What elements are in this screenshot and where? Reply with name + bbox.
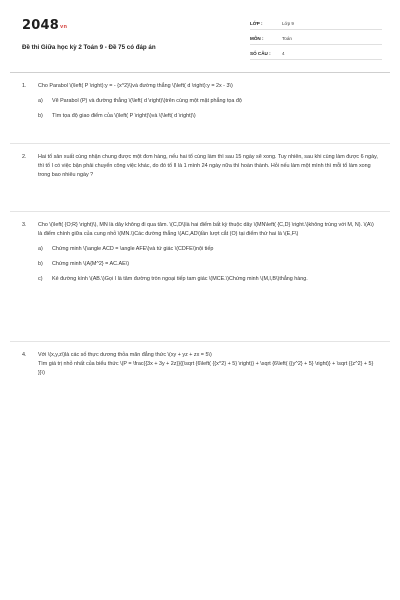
sub-question bbox=[38, 97, 378, 106]
sub-question-label: a) bbox=[38, 246, 43, 252]
sub-question-text: Chứng minh \(A{M^2} = AC.AE\) bbox=[52, 261, 129, 267]
question-number: 2. bbox=[22, 154, 27, 160]
question-number: 4. bbox=[22, 352, 27, 358]
sub-question bbox=[38, 112, 378, 121]
question-divider bbox=[10, 341, 390, 342]
sub-question bbox=[38, 260, 378, 269]
meta-label: MÔN : bbox=[250, 36, 264, 41]
meta-label: SỐ CÂU : bbox=[250, 51, 271, 56]
sub-question-text: Tìm tọa độ giao điểm của \(\left( P \right)\)và \(\left( d \right)\) bbox=[52, 113, 196, 119]
sub-question bbox=[38, 245, 378, 254]
question-1 bbox=[22, 82, 378, 121]
meta-value: Lớp 9 bbox=[282, 21, 294, 26]
meta-row-count bbox=[250, 48, 382, 60]
meta-row-class bbox=[250, 18, 382, 30]
site-logo[interactable] bbox=[22, 18, 67, 33]
question-divider bbox=[10, 211, 390, 212]
logo-suffix: vn bbox=[59, 24, 68, 30]
sub-question bbox=[38, 275, 378, 284]
sub-question-label: c) bbox=[38, 276, 43, 282]
sub-question-label: b) bbox=[38, 261, 43, 267]
question-3 bbox=[22, 221, 378, 284]
logo-text: 2048 bbox=[22, 18, 59, 33]
sub-question-text: Kẻ đường kính \(AB.\)Gọi I là tâm đường tròn ngoại tiếp tam giác \(MCE.\)Chứng minh \(M,I,B\)thẳng hàng. bbox=[52, 276, 308, 282]
question-text: Cho Parabol \(\left( P \right):y = - {x^2}\)và đường thẳng \(\left( d \right):y = 2x - 3\) bbox=[38, 83, 233, 89]
question-4 bbox=[22, 351, 378, 378]
question-text: Hai tổ sản xuất cùng nhận chung được một đơn hàng, nếu hai tổ cùng làm thì sau 15 ngày sẽ xong. Tuy nhiên, sau khi cùng làm được 6 ngày, thì tổ I có việc bận phải chuyển công việc khác, do đó tổ II là 1 mình 24 ngày nữa thì hoàn thành. Hỏi nếu làm một mình thì mỗi tổ làm xong trong bao nhiêu ngày ? bbox=[38, 154, 378, 178]
question-number: 1. bbox=[22, 83, 27, 89]
meta-label: LỚP : bbox=[250, 21, 263, 26]
header bbox=[22, 14, 382, 62]
question-text: Với \(x,y,z\)là các số thực dương thỏa mãn đẳng thức \(xy + yz + zx = 5\) bbox=[38, 352, 212, 358]
question-2 bbox=[22, 153, 378, 180]
question-divider bbox=[10, 143, 390, 144]
sub-question-text: Chứng minh \(\angle ACD = \angle AFE\)và tứ giác \(CDFE\)nội tiếp bbox=[52, 246, 214, 252]
sub-question-label: a) bbox=[38, 98, 43, 104]
sub-question-label: b) bbox=[38, 113, 43, 119]
question-extra-text: Tìm giá trị nhỏ nhất của biểu thức \(P = \frac{{3x + 3y + 2z}}{{\sqrt {6\left( {{x^2} + 5} \right)} + \sqrt {6\left( {{y^2} + 5} \right)} + \sqrt {{z^2} + 5} }}\) bbox=[38, 361, 374, 376]
question-text: Cho \(\left( {O;R} \right)\), MN là dây không đi qua tâm. \(C,D\)là hai điểm bất kỳ thuộc dây \(MN\left( {C,D} \right.\)không trùng với M, N). \(A\) là điểm chính giữa của cung nhỏ \(MN.\)Các đường thẳng \(AC,AD\)lần lượt cắt (O) tại điểm thứ hai là \(E,F\) bbox=[38, 222, 374, 237]
sub-question-text: Vẽ Parabol (P) và đường thẳng \(\left( d \right)\)trên cùng một mặt phẳng tọa độ bbox=[52, 98, 242, 104]
question-number: 3. bbox=[22, 222, 27, 228]
meta-value: Toán bbox=[282, 36, 292, 41]
header-divider bbox=[10, 72, 390, 73]
meta-row-subject bbox=[250, 33, 382, 45]
exam-meta bbox=[250, 18, 382, 63]
page-title: Đề thi Giữa học kỳ 2 Toán 9 - Đề 75 có đáp án bbox=[22, 44, 156, 51]
meta-value: 4 bbox=[282, 51, 285, 56]
